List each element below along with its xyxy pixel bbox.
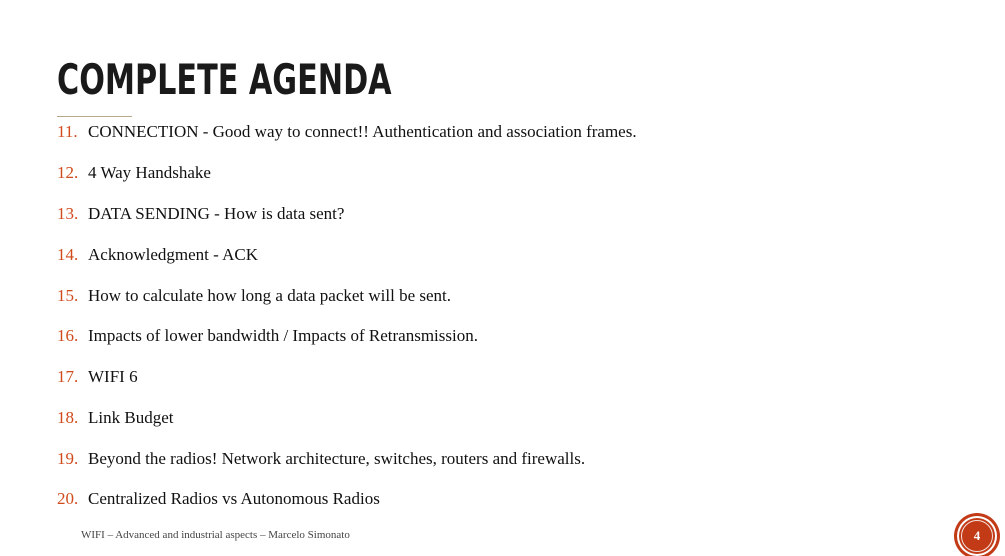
agenda-item-number: 12. <box>57 163 79 182</box>
agenda-item-text: WIFI 6 <box>88 367 138 386</box>
agenda-item-number: 14. <box>57 245 79 264</box>
agenda-item-number: 16. <box>57 326 79 345</box>
agenda-item <box>57 243 258 267</box>
agenda-item-text: Acknowledgment - ACK <box>88 245 258 264</box>
agenda-item <box>57 161 211 185</box>
page-number-badge <box>957 516 997 556</box>
agenda-item-text: Link Budget <box>88 408 174 427</box>
agenda-item <box>57 284 451 308</box>
agenda-item <box>57 120 637 144</box>
agenda-item-number: 13. <box>57 204 79 223</box>
agenda-item-text: DATA SENDING - How is data sent? <box>88 204 345 223</box>
agenda-item-number: 17. <box>57 367 79 386</box>
agenda-item <box>57 324 478 348</box>
agenda-item-text: Centralized Radios vs Autonomous Radios <box>88 489 380 508</box>
agenda-item-text: CONNECTION - Good way to connect!! Authentication and association frames. <box>88 122 637 141</box>
agenda-item <box>57 202 344 226</box>
agenda-item-number: 15. <box>57 286 79 305</box>
agenda-item-text: How to calculate how long a data packet will be sent. <box>88 286 452 305</box>
agenda-item-text: 4 Way Handshake <box>88 163 211 182</box>
title-underline <box>57 116 132 117</box>
agenda-item-text: Impacts of lower bandwidth / Impacts of Retransmission. <box>88 326 478 345</box>
agenda-item <box>57 365 138 389</box>
page-number: 4 <box>973 528 981 543</box>
agenda-item-number: 18. <box>57 408 79 427</box>
agenda-item <box>57 487 380 511</box>
agenda-item <box>57 447 585 471</box>
agenda-item <box>57 406 173 430</box>
slide-title: COMPLETE AGENDA <box>57 55 392 104</box>
agenda-item-number: 19. <box>57 449 79 468</box>
slide-footer: WIFI – Advanced and industrial aspects – Marcelo Simonato <box>81 529 350 541</box>
agenda-item-number: 11. <box>57 122 78 141</box>
agenda-item-text: Beyond the radios! Network architecture, switches, routers and firewalls. <box>88 449 586 468</box>
agenda-item-number: 20. <box>57 489 79 508</box>
